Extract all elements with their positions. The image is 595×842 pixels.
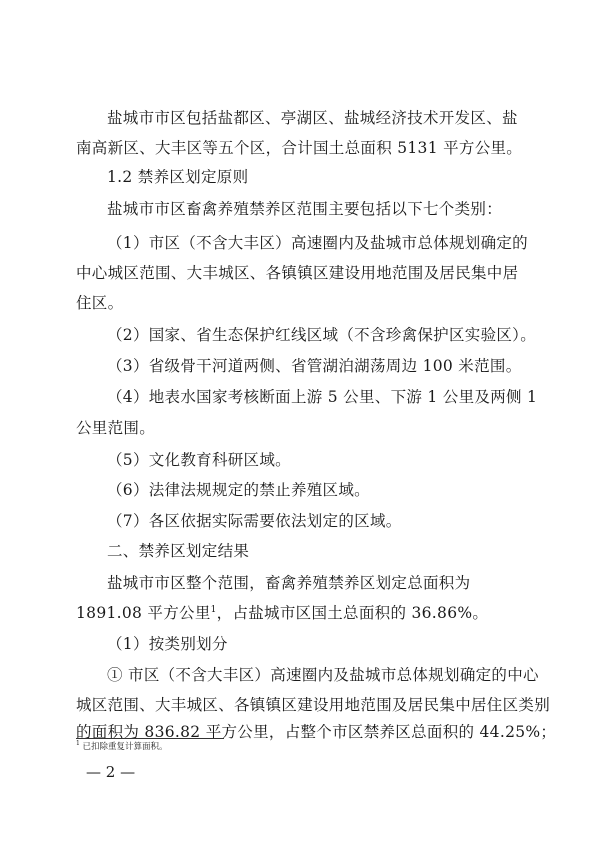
- total-area-text: 1891.08 平方公里: [76, 604, 211, 622]
- paragraph-result-line-2: [76, 603, 521, 623]
- paragraph-category-1-line-1: ① 市区（不含大丰区）高速圈内及盐城市总体规划确定的中心: [107, 666, 539, 684]
- paragraph-result-line-1: 盐城市市区整个范围，畜禽养殖禁养区划定总面积为: [107, 574, 471, 592]
- footnote: [76, 741, 168, 753]
- sub-heading-by-category: （1）按类别划分: [107, 635, 228, 653]
- section-heading-2: 二、禁养区划定结果: [107, 542, 250, 560]
- item-3: （3）省级骨干河道两侧、省管湖泊湖荡周边 100 米范围。: [107, 357, 522, 375]
- item-5: （5）文化教育科研区域。: [107, 451, 291, 469]
- item-2: （2）国家、省生态保护红线区域（不含珍禽保护区实验区）。: [107, 326, 537, 344]
- total-area-percentage-text: ，占盐城市区国土总面积的 36.86%。: [216, 604, 489, 622]
- item-4-line-1: （4）地表水国家考核断面上游 5 公里、下游 1 公里及两侧 1: [107, 388, 538, 406]
- item-1-line-2: 中心城区范围、大丰城区、各镇镇区建设用地范围及居民集中居: [76, 264, 519, 282]
- item-1-line-1: （1）市区（不含大丰区）高速圈内及盐城市总体规划确定的: [107, 234, 528, 252]
- footnote-reference: 1: [210, 604, 217, 615]
- footnote-divider: [76, 738, 224, 739]
- paragraph-categories: 盐城市市区畜禽养殖禁养区范围主要包括以下七个类别：: [107, 200, 503, 218]
- section-heading-1-2: 1.2 禁养区划定原则: [107, 168, 249, 186]
- paragraph-intro-line-1: 盐城市市区包括盐都区、亭湖区、盐城经济技术开发区、盐: [107, 109, 518, 127]
- item-6: （6）法律法规规定的禁止养殖区域。: [107, 481, 370, 499]
- paragraph-category-1-line-2: 城区范围、大丰城区、各镇镇区建设用地范围及居民集中居住区类别: [76, 696, 551, 714]
- paragraph-intro-line-2: 南高新区、大丰区等五个区，合计国土总面积 5131 平方公里。: [76, 139, 523, 157]
- page-number: — 2 —: [86, 763, 136, 781]
- item-1-line-3: 住区。: [76, 294, 124, 312]
- footnote-text: 已扣除重复计算面积。: [82, 742, 168, 752]
- paragraph-category-1-line-3: 的面积为 836.82 平方公里，占整个市区禁养区总面积的 44.25%；: [76, 723, 557, 741]
- item-7: （7）各区依据实际需要依法划定的区域。: [107, 512, 402, 530]
- footnote-marker: 1: [76, 740, 80, 748]
- item-4-line-2: 公里范围。: [76, 419, 156, 437]
